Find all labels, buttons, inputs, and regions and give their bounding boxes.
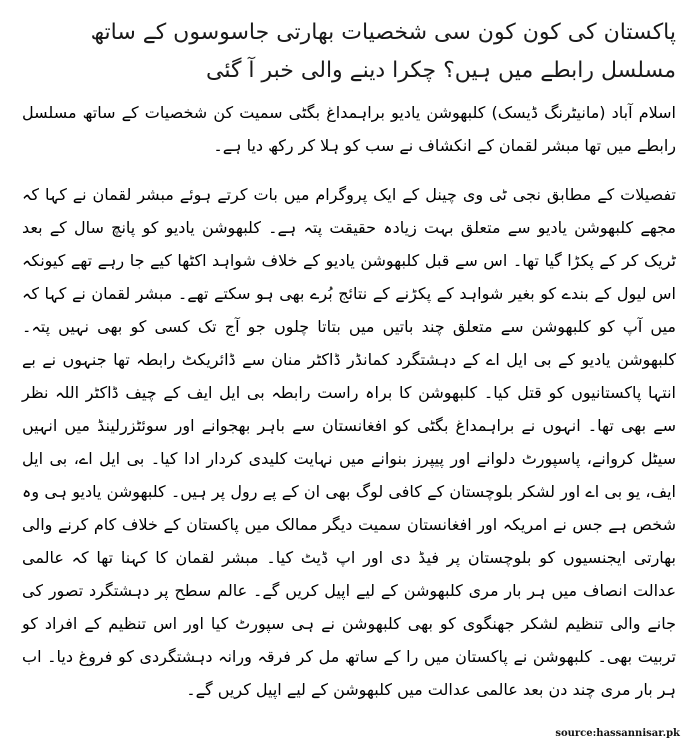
article <box>22 14 676 722</box>
article-headline: پاکستان کی کون کون سی شخصیات بھارتی جاسوسوں کے ساتھ مسلسل رابطے میں ہیں؟ چکرا دینے والی خبر آ گئی <box>90 20 676 83</box>
article-paragraph-intro: اسلام آباد (مانیٹرنگ ڈیسک) کلبھوشن یادیو براہمداغ بگٹی سمیت کن شخصیات کے ساتھ مسلسل رابطے میں تھا مبشر لقمان کے انکشاف نے سب کو ہلا کر رکھ دیا ہے۔ <box>22 103 676 155</box>
article-paragraph-body: تفصیلات کے مطابق نجی ٹی وی چینل کے ایک پروگرام میں بات کرتے ہوئے مبشر لقمان نے کہا کہ مجھے کلبھوشن یادیو سے متعلق بہت زیادہ حقیقت پتہ ہے۔ کلبھوشن یادیو کو پانچ سال کے بعد ٹریک کر کے پکڑا گیا تھا۔ اس سے قبل کلبھوشن یادیو کے خلاف شواہد اکٹھا کیے جا رہے تھے کیونکہ اس لیول کے بندے کو بغیر شواہد کے پکڑنے کے نتائج بُرے بھی ہو سکتے تھے۔ مبشر لقمان نے کہا کہ میں آپ کو کلبھوشن سے متعلق چند باتیں میں بتاتا چلوں جو آج تک کسی کو بھی نہیں پتہ۔ کلبھوشن یادیو کے بی ایل اے کے دہشتگرد کمانڈر ڈاکٹر منان سے ڈائریکٹ رابطہ تھا جنہوں نے بے انتہا پاکستانیوں کو قتل کیا۔ کلبھوشن کا براہ راست رابطہ بی ایل ایف کے چیف ڈاکٹر اللہ نظر سے بھی تھا۔ انہوں نے براہمداغ بگٹی کو افغانستان سے باہر بھجوانے اور سوئٹزرلینڈ میں انہیں سیٹل کروانے، پاسپورٹ دلوانے اور پیپرز بنوانے میں نہایت کلیدی کردار ادا کیا۔ بی ایل اے، بی ایل ایف، یو بی اے اور لشکر بلوچستان کے کافی لوگ بھی ان کے پے رول پر ہیں۔ کلبھوشن یادیو ہی وہ شخص ہے جس نے امریکہ اور افغانستان سمیت دیگر ممالک میں پاکستان کے خلاف کام کرنے والی بھارتی ایجنسیوں کو بلوچستان پر فیڈ دی اور اپ ڈیٹ کیا۔ مبشر لقمان کا کہنا تھا کہ عالمی عدالت انصاف میں ہر بار مری کلبھوشن کے لیے اپیل کریں گے۔ عالم سطح پر دہشتگرد تصور کی جانے والی تنظیم لشکر جھنگوی کو بھی کلبھوشن نے ہی سپورٹ کیا اور اس تنظیم کے افراد کو تربیت بھی۔ کلبھوشن نے پاکستان میں را کے ساتھ مل کر فرقہ ورانہ دہشتگردی کو فروغ دیا۔ اب ہر بار مری چند دن بعد عالمی عدالت میں کلبھوشن کے لیے اپیل کریں گے۔ <box>22 185 676 699</box>
source-credit: source:hassannisar.pk <box>555 728 680 739</box>
